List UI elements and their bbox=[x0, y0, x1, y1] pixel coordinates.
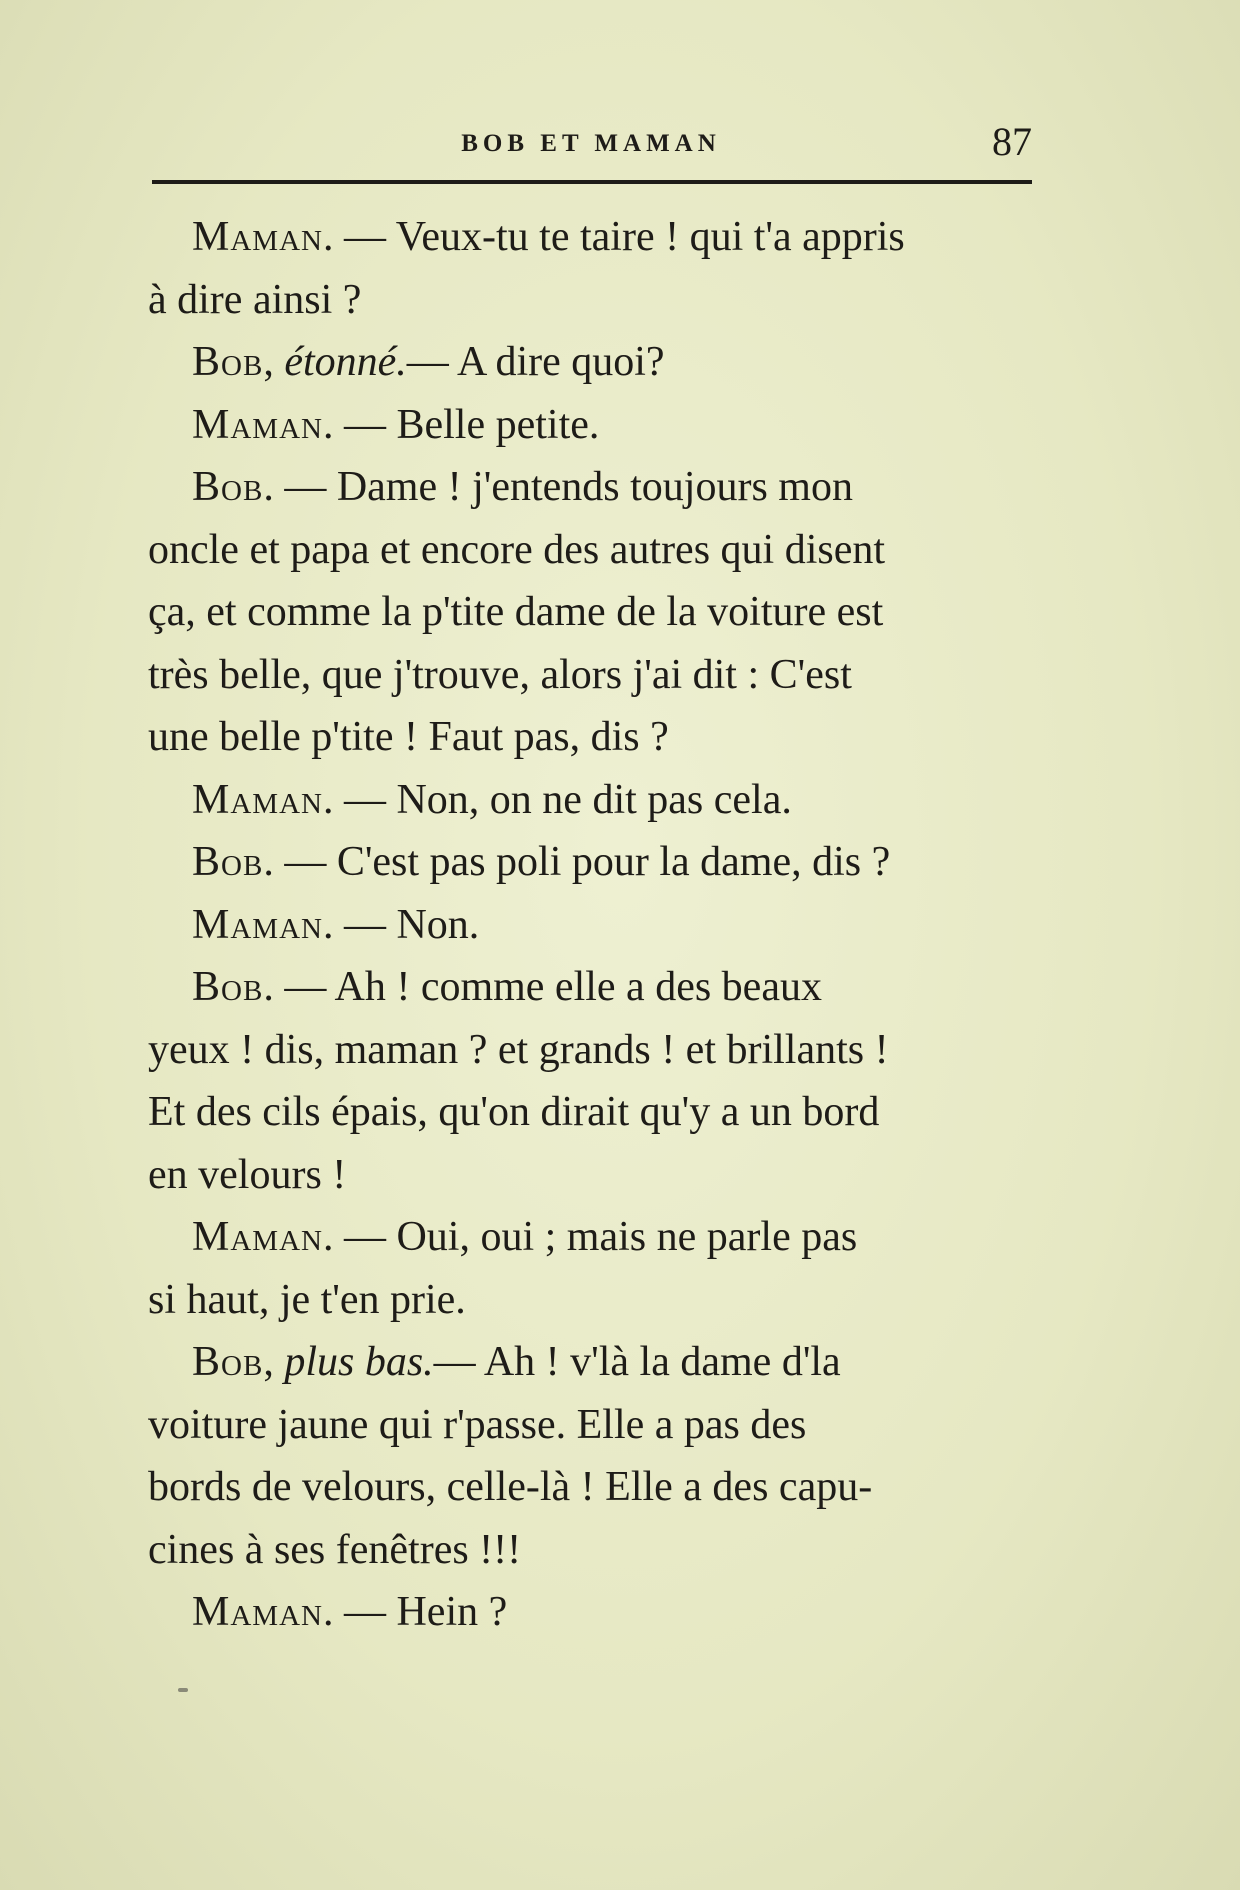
text-line bbox=[148, 956, 1053, 1019]
line-text: yeux ! dis, maman ? et grands ! et brillants ! bbox=[148, 1026, 889, 1073]
ink-speck bbox=[178, 1688, 188, 1692]
text-line bbox=[148, 206, 1053, 269]
line-text: . — Dame ! j'entends toujours mon bbox=[263, 464, 853, 510]
line-text: voiture jaune qui r'passe. Elle a pas des bbox=[148, 1401, 807, 1448]
text-line bbox=[148, 1519, 1053, 1582]
line-text: . — Non, on ne dit pas cela. bbox=[322, 776, 792, 823]
running-title: BOB ET MAMAN bbox=[461, 130, 721, 157]
text-line bbox=[148, 1019, 1053, 1082]
line-text: très belle, que j'trouve, alors j'ai dit : C'est bbox=[148, 651, 852, 698]
speaker-name: Maman bbox=[192, 401, 323, 448]
running-head bbox=[150, 118, 1032, 178]
speaker-name: Bob bbox=[192, 339, 264, 385]
header-rule bbox=[152, 180, 1032, 184]
line-text: bords de velours, celle-là ! Elle a des capu- bbox=[148, 1464, 873, 1510]
text-line bbox=[148, 1456, 1053, 1519]
line-text: — A dire quoi? bbox=[406, 339, 665, 385]
text-line bbox=[148, 706, 1053, 769]
text-line bbox=[148, 581, 1053, 644]
speaker-name: Maman bbox=[192, 1214, 323, 1260]
text-line bbox=[148, 1581, 1053, 1644]
text-line bbox=[148, 769, 1053, 832]
speaker-name: Maman bbox=[192, 901, 323, 948]
line-text: . — Belle petite. bbox=[322, 401, 600, 448]
speaker-name: Maman bbox=[192, 1589, 323, 1635]
text-line bbox=[148, 519, 1053, 582]
speaker-name: Maman bbox=[192, 214, 323, 260]
text-line bbox=[148, 456, 1053, 519]
text-line: Bob , plus bas. — Ah ! v'là la dame d'la bbox=[148, 1331, 1053, 1394]
stage-direction: étonné. bbox=[284, 339, 407, 385]
speaker-name: Bob bbox=[192, 964, 264, 1010]
page-number: 87 bbox=[992, 119, 1032, 164]
text-line bbox=[148, 1081, 1053, 1144]
line-text: . — C'est pas poli pour la dame, dis ? bbox=[263, 839, 891, 885]
line-text: une belle p'tite ! Faut pas, dis ? bbox=[148, 714, 669, 760]
line-text: . — Non. bbox=[322, 901, 480, 948]
speaker-name: Bob bbox=[192, 1339, 264, 1385]
dialogue-text bbox=[148, 206, 1053, 1644]
line-text: si haut, je t'en prie. bbox=[148, 1276, 466, 1323]
text-line bbox=[148, 269, 1053, 332]
text-line bbox=[148, 644, 1053, 707]
line-text: Et des cils épais, qu'on dirait qu'y a un bord bbox=[148, 1089, 880, 1135]
line-text: . — Oui, oui ; mais ne parle pas bbox=[322, 1214, 858, 1260]
text-line bbox=[148, 394, 1053, 457]
text-line bbox=[148, 1394, 1053, 1457]
line-text: à dire ainsi ? bbox=[148, 276, 362, 323]
line-text: en velours ! bbox=[148, 1151, 347, 1198]
text-line bbox=[148, 894, 1053, 957]
line-text: . — Hein ? bbox=[322, 1589, 508, 1635]
text-line bbox=[148, 1144, 1053, 1207]
line-text: cines à ses fenêtres !!! bbox=[148, 1526, 522, 1573]
line-text: ça, et comme la p'tite dame de la voiture est bbox=[148, 589, 884, 635]
text-line bbox=[148, 831, 1053, 894]
text-line bbox=[148, 1206, 1053, 1269]
line-text: . — Ah ! comme elle a des beaux bbox=[263, 964, 822, 1010]
text-line bbox=[148, 1269, 1053, 1332]
speaker-name: Bob bbox=[192, 839, 264, 885]
speaker-name: Maman bbox=[192, 776, 323, 823]
text-line: Bob , étonné. — A dire quoi? bbox=[148, 331, 1053, 394]
line-text: . — Veux-tu te taire ! qui t'a appris bbox=[322, 214, 905, 260]
line-text: — Ah ! v'là la dame d'la bbox=[433, 1339, 841, 1385]
speaker-name: Bob bbox=[192, 464, 264, 510]
line-text: oncle et papa et encore des autres qui disent bbox=[148, 526, 886, 573]
stage-direction: plus bas. bbox=[284, 1339, 434, 1385]
